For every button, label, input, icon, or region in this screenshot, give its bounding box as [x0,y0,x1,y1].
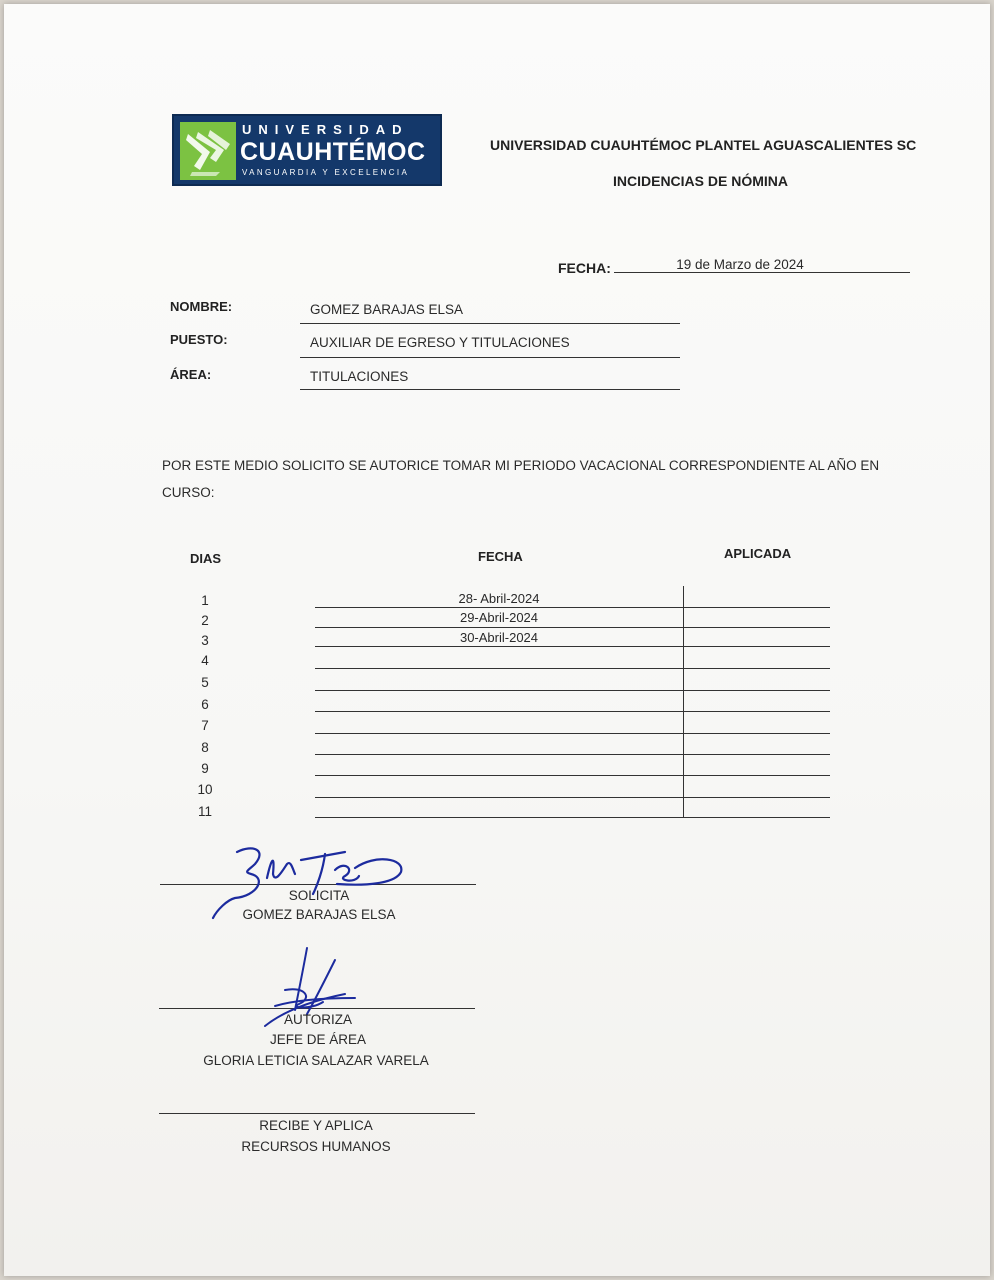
area-label: ÁREA: [170,367,212,382]
table-row-line [315,690,830,691]
fecha-label: FECHA: [558,260,611,276]
table-row-line [315,627,830,628]
institution-title: UNIVERSIDAD CUAUHTÉMOC PLANTEL AGUASCALIENTES SC [490,137,917,153]
row-number: 3 [201,633,209,648]
autoriza-name: GLORIA LETICIA SALAZAR VARELA [203,1053,429,1068]
fecha-underline [614,272,910,273]
nombre-label: NOMBRE: [170,299,233,314]
eagle-emblem-icon [180,122,236,180]
autoriza-title: JEFE DE ÁREA [269,1032,367,1047]
table-row-line [315,607,830,608]
request-text-line2: CURSO: [162,485,215,500]
table-row-line [315,797,830,798]
university-logo [172,114,442,186]
solicita-role: SOLICITA [288,888,350,903]
row-number: 6 [201,697,209,712]
signature-line-recibe [159,1113,475,1114]
row-number: 4 [201,653,209,668]
puesto-label: PUESTO: [170,332,228,347]
logo-line1: UNIVERSIDAD [242,122,409,137]
row-date: 30-Abril-2024 [459,630,539,645]
row-date: 29-Abril-2024 [459,610,539,625]
logo-tagline: VANGUARDIA Y EXCELENCIA [242,168,410,177]
logo-line2: CUAUHTÉMOC [240,138,426,166]
row-number: 10 [197,782,213,797]
row-number: 8 [201,740,209,755]
fecha-value: 19 de Marzo de 2024 [676,257,804,272]
col-header-aplicada: APLICADA [724,546,792,561]
row-number: 11 [197,804,212,819]
row-number: 2 [201,613,209,628]
request-text-line1: POR ESTE MEDIO SOLICITO SE AUTORICE TOMAR MI PERIODO VACACIONAL CORRESPONDIENTE AL AÑO EN [162,458,880,473]
table-row-line [315,711,830,712]
recibe-role: RECIBE Y APLICA [259,1118,373,1133]
area-value: TITULACIONES [310,369,409,384]
table-column-divider [683,586,684,817]
table-row-line [315,775,830,776]
puesto-value: AUXILIAR DE EGRESO Y TITULACIONES [310,335,570,350]
autoriza-role: AUTORIZA [283,1012,352,1027]
row-number: 9 [201,761,209,776]
form-title: INCIDENCIAS DE NÓMINA [613,173,789,189]
table-row-line [315,646,830,647]
nombre-value: GOMEZ BARAJAS ELSA [310,302,464,317]
puesto-underline [300,357,680,358]
row-number: 5 [201,675,209,690]
table-row-line [315,733,830,734]
table-row-line [315,817,830,818]
solicita-name: GOMEZ BARAJAS ELSA [242,907,396,922]
table-row-line [315,754,830,755]
row-number: 7 [201,718,209,733]
nombre-underline [300,323,680,324]
recibe-dept: RECURSOS HUMANOS [241,1139,391,1154]
col-header-dias: DIAS [190,551,222,566]
table-row-line [315,668,830,669]
row-date: 28- Abril-2024 [458,591,540,606]
area-underline [300,389,680,390]
col-header-fecha: FECHA [478,549,523,564]
row-number: 1 [201,593,209,608]
